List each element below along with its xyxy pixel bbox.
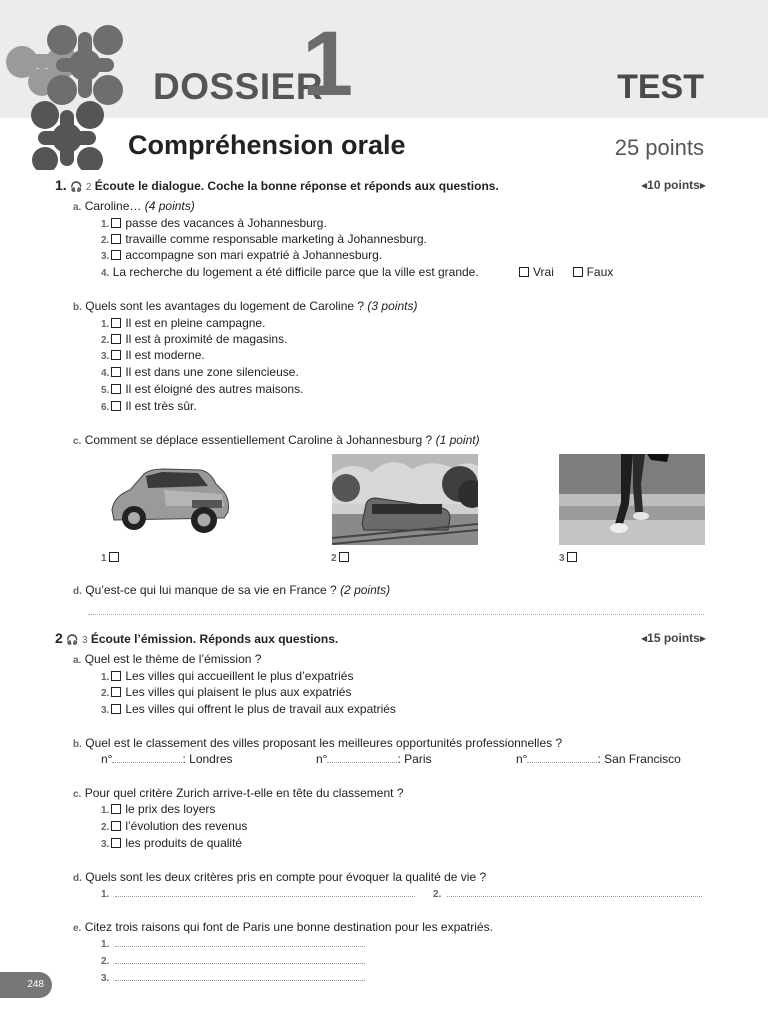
no-label: n°	[316, 752, 328, 766]
q1b-option: 6. Il est très sûr.	[101, 399, 197, 413]
checkbox[interactable]	[111, 838, 121, 848]
image-label: 1	[101, 553, 107, 564]
answer-number: 2.	[433, 889, 442, 900]
ranking-san-francisco	[516, 752, 681, 767]
option-label: Il est très sûr.	[125, 399, 197, 413]
q1-points: 10 points	[647, 178, 700, 192]
q2c-prompt	[73, 786, 404, 802]
q2b-prompt	[73, 736, 562, 752]
q1b-points: (3 points)	[367, 299, 418, 313]
dossier-label: DOSSIER	[153, 66, 324, 107]
city-label: : Paris	[397, 752, 432, 766]
q2-instruction: Écoute l’émission. Réponds aux questions.	[90, 632, 339, 646]
ranking-londres	[101, 752, 233, 767]
q1-instruction: Écoute le dialogue. Coche la bonne réponse et réponds aux questions.	[94, 179, 499, 193]
tram-image	[332, 454, 478, 545]
checkbox[interactable]	[567, 552, 577, 562]
section-title: Compréhension orale	[128, 130, 406, 160]
vrai-label: Vrai	[533, 265, 554, 279]
q1a-label: Caroline…	[84, 199, 142, 213]
q1a-option: 2. travaille comme responsable marketing à Johannesburg.	[101, 232, 427, 246]
checkbox[interactable]	[111, 318, 121, 328]
q2a-option: 3. Les villes qui offrent le plus de travail aux expatriés	[101, 702, 396, 716]
option-label: Il est éloigné des autres maisons.	[125, 382, 304, 396]
image-label: 3	[559, 553, 565, 564]
dossier-number: 1	[302, 13, 354, 115]
no-label: n°	[101, 752, 113, 766]
option-label: travaille comme responsable marketing à Johannesburg.	[125, 232, 427, 246]
answer-line[interactable]	[447, 886, 702, 897]
q2c-label: Pour quel critère Zurich arrive-t-elle en tête du classement ?	[84, 786, 404, 800]
q1c-points: (1 point)	[435, 433, 480, 447]
q1b-option: 2. Il est à proximité de magasins.	[101, 332, 288, 346]
q1d-answer-line[interactable]	[88, 614, 704, 615]
q1b-letter: b.	[73, 302, 82, 313]
q2d-answer	[433, 886, 702, 902]
answer-line[interactable]	[115, 936, 365, 947]
statement-label: La recherche du logement a été difficile parce que la ville est grande.	[112, 265, 479, 279]
option-label: l’évolution des revenus	[125, 819, 248, 833]
option-label: Il est en pleine campagne.	[125, 316, 266, 330]
section-points: 25 points	[614, 135, 704, 160]
q2a-letter: a.	[73, 655, 82, 666]
checkbox[interactable]	[111, 804, 121, 814]
q2d-answer	[101, 886, 415, 902]
q2a-prompt	[73, 652, 261, 668]
checkbox-vrai[interactable]	[519, 267, 529, 277]
q2-track: 3	[81, 635, 88, 646]
q1a-option: 1. passe des vacances à Johannesburg.	[101, 216, 327, 230]
q1-track: 2	[85, 182, 92, 193]
image-label: 2	[331, 553, 337, 564]
option-label: Les villes qui plaisent le plus aux expatriés	[125, 685, 352, 699]
checkbox[interactable]	[111, 334, 121, 344]
q2c-letter: c.	[73, 789, 82, 800]
option-label: Il est à proximité de magasins.	[125, 332, 288, 346]
image-choice-2	[331, 550, 353, 566]
q1d-label: Qu’est-ce qui lui manque de sa vie en France ?	[85, 583, 337, 597]
q2d-letter: d.	[73, 873, 82, 884]
option-label: Les villes qui accueillent le plus d’expatriés	[125, 669, 354, 683]
q2e-answer	[101, 936, 365, 952]
checkbox[interactable]	[111, 234, 121, 244]
checkbox[interactable]	[111, 367, 121, 377]
answer-number: 1.	[101, 889, 110, 900]
triangle-left-icon: ◀	[641, 181, 648, 190]
q2-number: 2	[55, 630, 63, 646]
checkbox[interactable]	[111, 704, 121, 714]
option-label: les produits de qualité	[125, 836, 243, 850]
checkbox[interactable]	[111, 250, 121, 260]
checkbox[interactable]	[111, 687, 121, 697]
true-false	[517, 265, 613, 280]
triangle-right-icon: ▶	[699, 181, 706, 190]
q2e-letter: e.	[73, 923, 82, 934]
q1c-letter: c.	[73, 436, 82, 447]
q1b-prompt	[73, 299, 417, 315]
checkbox[interactable]	[111, 671, 121, 681]
option-label: Les villes qui offrent le plus de travail aux expatriés	[125, 702, 396, 716]
page-number: 248	[0, 972, 52, 998]
option-label: accompagne son mari expatrié à Johannesburg.	[125, 248, 383, 262]
q1a-prompt	[73, 199, 195, 215]
image-choice-3	[559, 550, 581, 566]
walking-image	[559, 454, 705, 545]
car-image	[104, 460, 232, 542]
checkbox[interactable]	[109, 552, 119, 562]
option-label: Il est moderne.	[125, 348, 205, 362]
q1d-letter: d.	[73, 586, 82, 597]
q1-header	[55, 178, 499, 195]
answer-number: 2.	[101, 956, 110, 967]
q1b-option: 3. Il est moderne.	[101, 348, 205, 362]
checkbox[interactable]	[339, 552, 349, 562]
q1b-option: 4. Il est dans une zone silencieuse.	[101, 365, 299, 379]
checkbox[interactable]	[111, 821, 121, 831]
checkbox[interactable]	[111, 401, 121, 411]
option-label: passe des vacances à Johannesburg.	[125, 216, 327, 230]
q2c-option: 2. l’évolution des revenus	[101, 819, 248, 833]
ranking-paris	[316, 752, 432, 767]
q2e-answer	[101, 953, 365, 969]
q1a-points: (4 points)	[144, 199, 195, 213]
q1c-label: Comment se déplace essentiellement Caroline à Johannesburg ?	[84, 433, 433, 447]
q2d-label: Quels sont les deux critères pris en compte pour évoquer la qualité de vie ?	[85, 870, 487, 884]
headphones-icon: 🎧	[70, 182, 83, 193]
q2c-option: 3. les produits de qualité	[101, 836, 243, 850]
rank-blank[interactable]	[527, 752, 597, 763]
answer-line[interactable]	[115, 886, 415, 897]
q1b-option: 5. Il est éloigné des autres maisons.	[101, 382, 304, 396]
headphones-icon: 🎧	[66, 635, 79, 646]
q1a-letter: a.	[73, 202, 82, 213]
city-label: : Londres	[182, 752, 233, 766]
checkbox-faux[interactable]	[573, 267, 583, 277]
rank-blank[interactable]	[112, 752, 182, 763]
answer-line[interactable]	[115, 953, 365, 964]
q2-points: 15 points	[647, 631, 700, 645]
test-label: TEST	[617, 68, 704, 106]
faux-label: Faux	[586, 265, 614, 279]
q2c-option: 1. le prix des loyers	[101, 802, 216, 816]
q2a-option: 2. Les villes qui plaisent le plus aux expatriés	[101, 685, 352, 699]
q1-number: 1.	[55, 177, 67, 193]
no-label: n°	[516, 752, 528, 766]
q1a-statement: 4. La recherche du logement a été difficile parce que la ville est grande.	[101, 265, 479, 279]
q1b-option: 1. Il est en pleine campagne.	[101, 316, 266, 330]
q1b-label: Quels sont les avantages du logement de Caroline ?	[85, 299, 365, 313]
option-label: Il est dans une zone silencieuse.	[125, 365, 299, 379]
q1-points-badge	[641, 178, 706, 192]
q2d-prompt	[73, 870, 486, 886]
checkbox[interactable]	[111, 350, 121, 360]
q2e-label: Citez trois raisons qui font de Paris une bonne destination pour les expatriés.	[84, 920, 493, 934]
q2e-prompt	[73, 920, 493, 936]
triangle-right-icon: ▶	[699, 634, 706, 643]
triangle-left-icon: ◀	[641, 634, 648, 643]
q2e-answer	[101, 970, 365, 986]
checkbox[interactable]	[111, 384, 121, 394]
q2b-label: Quel est le classement des villes proposant les meilleures opportunités professionnelles ?	[85, 736, 563, 750]
q2a-label: Quel est le thème de l’émission ?	[84, 652, 262, 666]
q2-points-badge	[641, 631, 706, 645]
q2a-option: 1. Les villes qui accueillent le plus d’expatriés	[101, 669, 354, 683]
answer-number: 3.	[101, 973, 110, 984]
q1d-prompt	[73, 583, 390, 599]
rank-blank[interactable]	[327, 752, 397, 763]
checkbox[interactable]	[111, 218, 121, 228]
answer-number: 1.	[101, 939, 110, 950]
q1d-points: (2 points)	[340, 583, 391, 597]
q2b-letter: b.	[73, 739, 82, 750]
answer-line[interactable]	[115, 970, 365, 981]
image-choice-1	[101, 550, 123, 566]
q2-header	[55, 631, 338, 648]
option-label: le prix des loyers	[125, 802, 216, 816]
q1c-prompt	[73, 433, 480, 449]
city-label: : San Francisco	[597, 752, 681, 766]
q1a-option: 3. accompagne son mari expatrié à Johannesburg.	[101, 248, 383, 262]
